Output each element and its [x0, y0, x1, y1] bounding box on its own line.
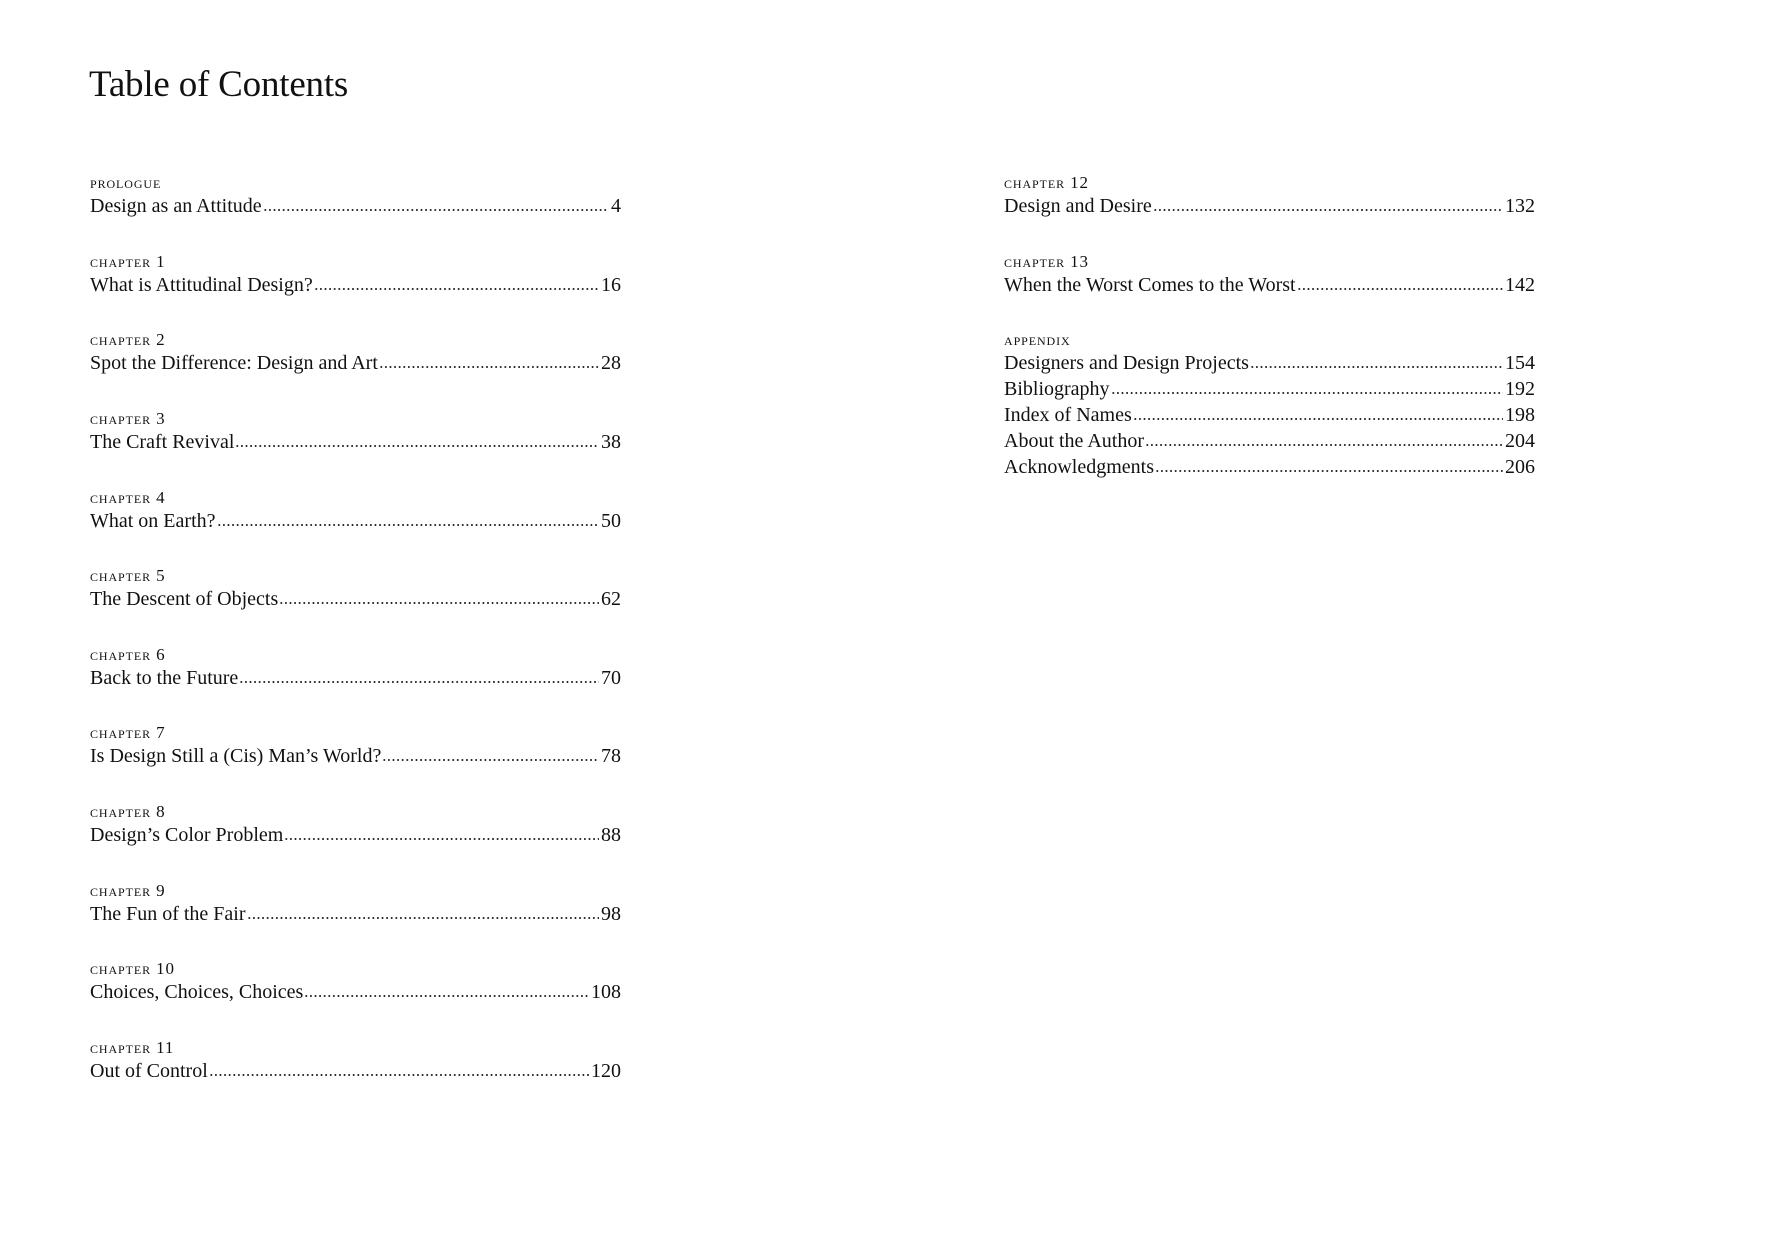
entry-title: Out of Control [90, 1060, 208, 1082]
dot-leader [235, 444, 599, 448]
dot-leader [239, 680, 599, 684]
toc-entry-index-of-names[interactable] [1004, 402, 1535, 428]
dot-leader [1153, 208, 1503, 212]
dot-leader [379, 365, 599, 369]
page-number: 88 [601, 824, 621, 846]
dot-leader [314, 287, 599, 291]
page-number: 198 [1505, 404, 1535, 426]
dot-leader [1145, 443, 1503, 447]
entry-title: Design and Desire [1004, 195, 1152, 217]
section-label: chapter 3 [90, 409, 166, 428]
dot-leader [1111, 391, 1503, 395]
page-number: 4 [611, 195, 621, 217]
toc-section-chapter-10 [90, 959, 621, 1005]
entry-title: What is Attitudinal Design? [90, 274, 313, 296]
section-label: prologue [90, 173, 162, 192]
entry-title: When the Worst Comes to the Worst [1004, 274, 1296, 296]
dot-leader [279, 601, 599, 605]
toc-entry-when-the-worst-comes[interactable] [1004, 272, 1535, 298]
toc-entry-is-design-still-a-mans-world[interactable] [90, 743, 621, 769]
dot-leader [382, 758, 599, 762]
dot-leader [1155, 469, 1503, 473]
entry-title: Design as an Attitude [90, 195, 262, 217]
toc-section-chapter-9 [90, 881, 621, 927]
entry-title: Spot the Difference: Design and Art [90, 352, 378, 374]
page-number: 78 [601, 745, 621, 767]
page-number: 38 [601, 431, 621, 453]
page-number: 70 [601, 667, 621, 689]
dot-leader [1297, 287, 1503, 291]
toc-entry-back-to-the-future[interactable] [90, 665, 621, 691]
dot-leader [247, 916, 599, 920]
page-number: 62 [601, 588, 621, 610]
page-number: 50 [601, 510, 621, 532]
section-label: chapter 11 [90, 1038, 175, 1057]
section-label: chapter 10 [90, 959, 175, 978]
dot-leader [217, 523, 600, 527]
section-label: chapter 4 [90, 488, 166, 507]
page-number: 28 [601, 352, 621, 374]
toc-section-chapter-7 [90, 723, 621, 769]
page-number: 132 [1505, 195, 1535, 217]
page-number: 98 [601, 903, 621, 925]
toc-section-chapter-4 [90, 488, 621, 534]
toc-section-chapter-5 [90, 566, 621, 612]
toc-section-chapter-3 [90, 409, 621, 455]
entry-title: Acknowledgments [1004, 456, 1154, 478]
page-number: 108 [591, 981, 621, 1003]
entry-title: Back to the Future [90, 667, 239, 689]
toc-section-chapter-2 [90, 330, 621, 376]
dot-leader [304, 994, 589, 998]
dot-leader [209, 1073, 589, 1077]
page-number: 142 [1505, 274, 1535, 296]
entry-title: The Craft Revival [90, 431, 235, 453]
section-label: chapter 1 [90, 252, 166, 271]
page-number: 16 [601, 274, 621, 296]
page-number: 192 [1505, 378, 1535, 400]
entry-title: About the Author [1004, 430, 1144, 452]
toc-section-prologue [90, 173, 621, 219]
section-label: chapter 5 [90, 566, 166, 585]
section-label: chapter 13 [1004, 252, 1089, 271]
toc-entry-acknowledgments[interactable] [1004, 454, 1535, 480]
dot-leader [1133, 417, 1503, 421]
section-label: appendix [1004, 330, 1071, 349]
page-number: 206 [1505, 456, 1535, 478]
toc-entry-what-is-attitudinal-design[interactable] [90, 272, 621, 298]
page-number: 120 [591, 1060, 621, 1082]
toc-entry-designers-and-design-projects[interactable] [1004, 350, 1535, 376]
page-title: Table of Contents [89, 64, 349, 105]
entry-title: The Descent of Objects [90, 588, 279, 610]
section-label: chapter 7 [90, 723, 166, 742]
entry-title: Bibliography [1004, 378, 1110, 400]
entry-title: Is Design Still a (Cis) Man’s World? [90, 745, 382, 767]
toc-entry-the-descent-of-objects[interactable] [90, 586, 621, 612]
toc-section-chapter-11 [90, 1038, 621, 1084]
section-label: chapter 2 [90, 330, 166, 349]
entry-title: The Fun of the Fair [90, 903, 246, 925]
dot-leader [284, 837, 599, 841]
dot-leader [263, 208, 607, 212]
toc-section-chapter-8 [90, 802, 621, 848]
toc-entry-what-on-earth[interactable] [90, 508, 621, 534]
toc-entry-out-of-control[interactable] [90, 1058, 621, 1084]
toc-entry-spot-the-difference[interactable] [90, 350, 621, 376]
entry-title: What on Earth? [90, 510, 216, 532]
toc-section-chapter-13 [1004, 252, 1535, 298]
section-label: chapter 12 [1004, 173, 1089, 192]
section-label: chapter 6 [90, 645, 166, 664]
page-number: 204 [1505, 430, 1535, 452]
entry-title: Choices, Choices, Choices [90, 981, 304, 1003]
toc-entry-about-the-author[interactable] [1004, 428, 1535, 454]
entry-title: Design’s Color Problem [90, 824, 284, 846]
section-label: chapter 8 [90, 802, 166, 821]
toc-entry-the-craft-revival[interactable] [90, 429, 621, 455]
entry-title: Index of Names [1004, 404, 1132, 426]
toc-section-appendix [1004, 330, 1535, 480]
toc-entry-bibliography[interactable] [1004, 376, 1535, 402]
entry-title: Designers and Design Projects [1004, 352, 1249, 374]
section-label: chapter 9 [90, 881, 166, 900]
toc-entry-choices-choices-choices[interactable] [90, 979, 621, 1005]
toc-entry-the-fun-of-the-fair[interactable] [90, 901, 621, 927]
toc-entry-design-as-an-attitude[interactable] [90, 193, 621, 219]
page-number: 154 [1505, 352, 1535, 374]
dot-leader [1250, 365, 1503, 369]
toc-entry-designs-color-problem[interactable] [90, 822, 621, 848]
toc-section-chapter-6 [90, 645, 621, 691]
toc-section-chapter-1 [90, 252, 621, 298]
toc-entry-design-and-desire[interactable] [1004, 193, 1535, 219]
toc-section-chapter-12 [1004, 173, 1535, 219]
